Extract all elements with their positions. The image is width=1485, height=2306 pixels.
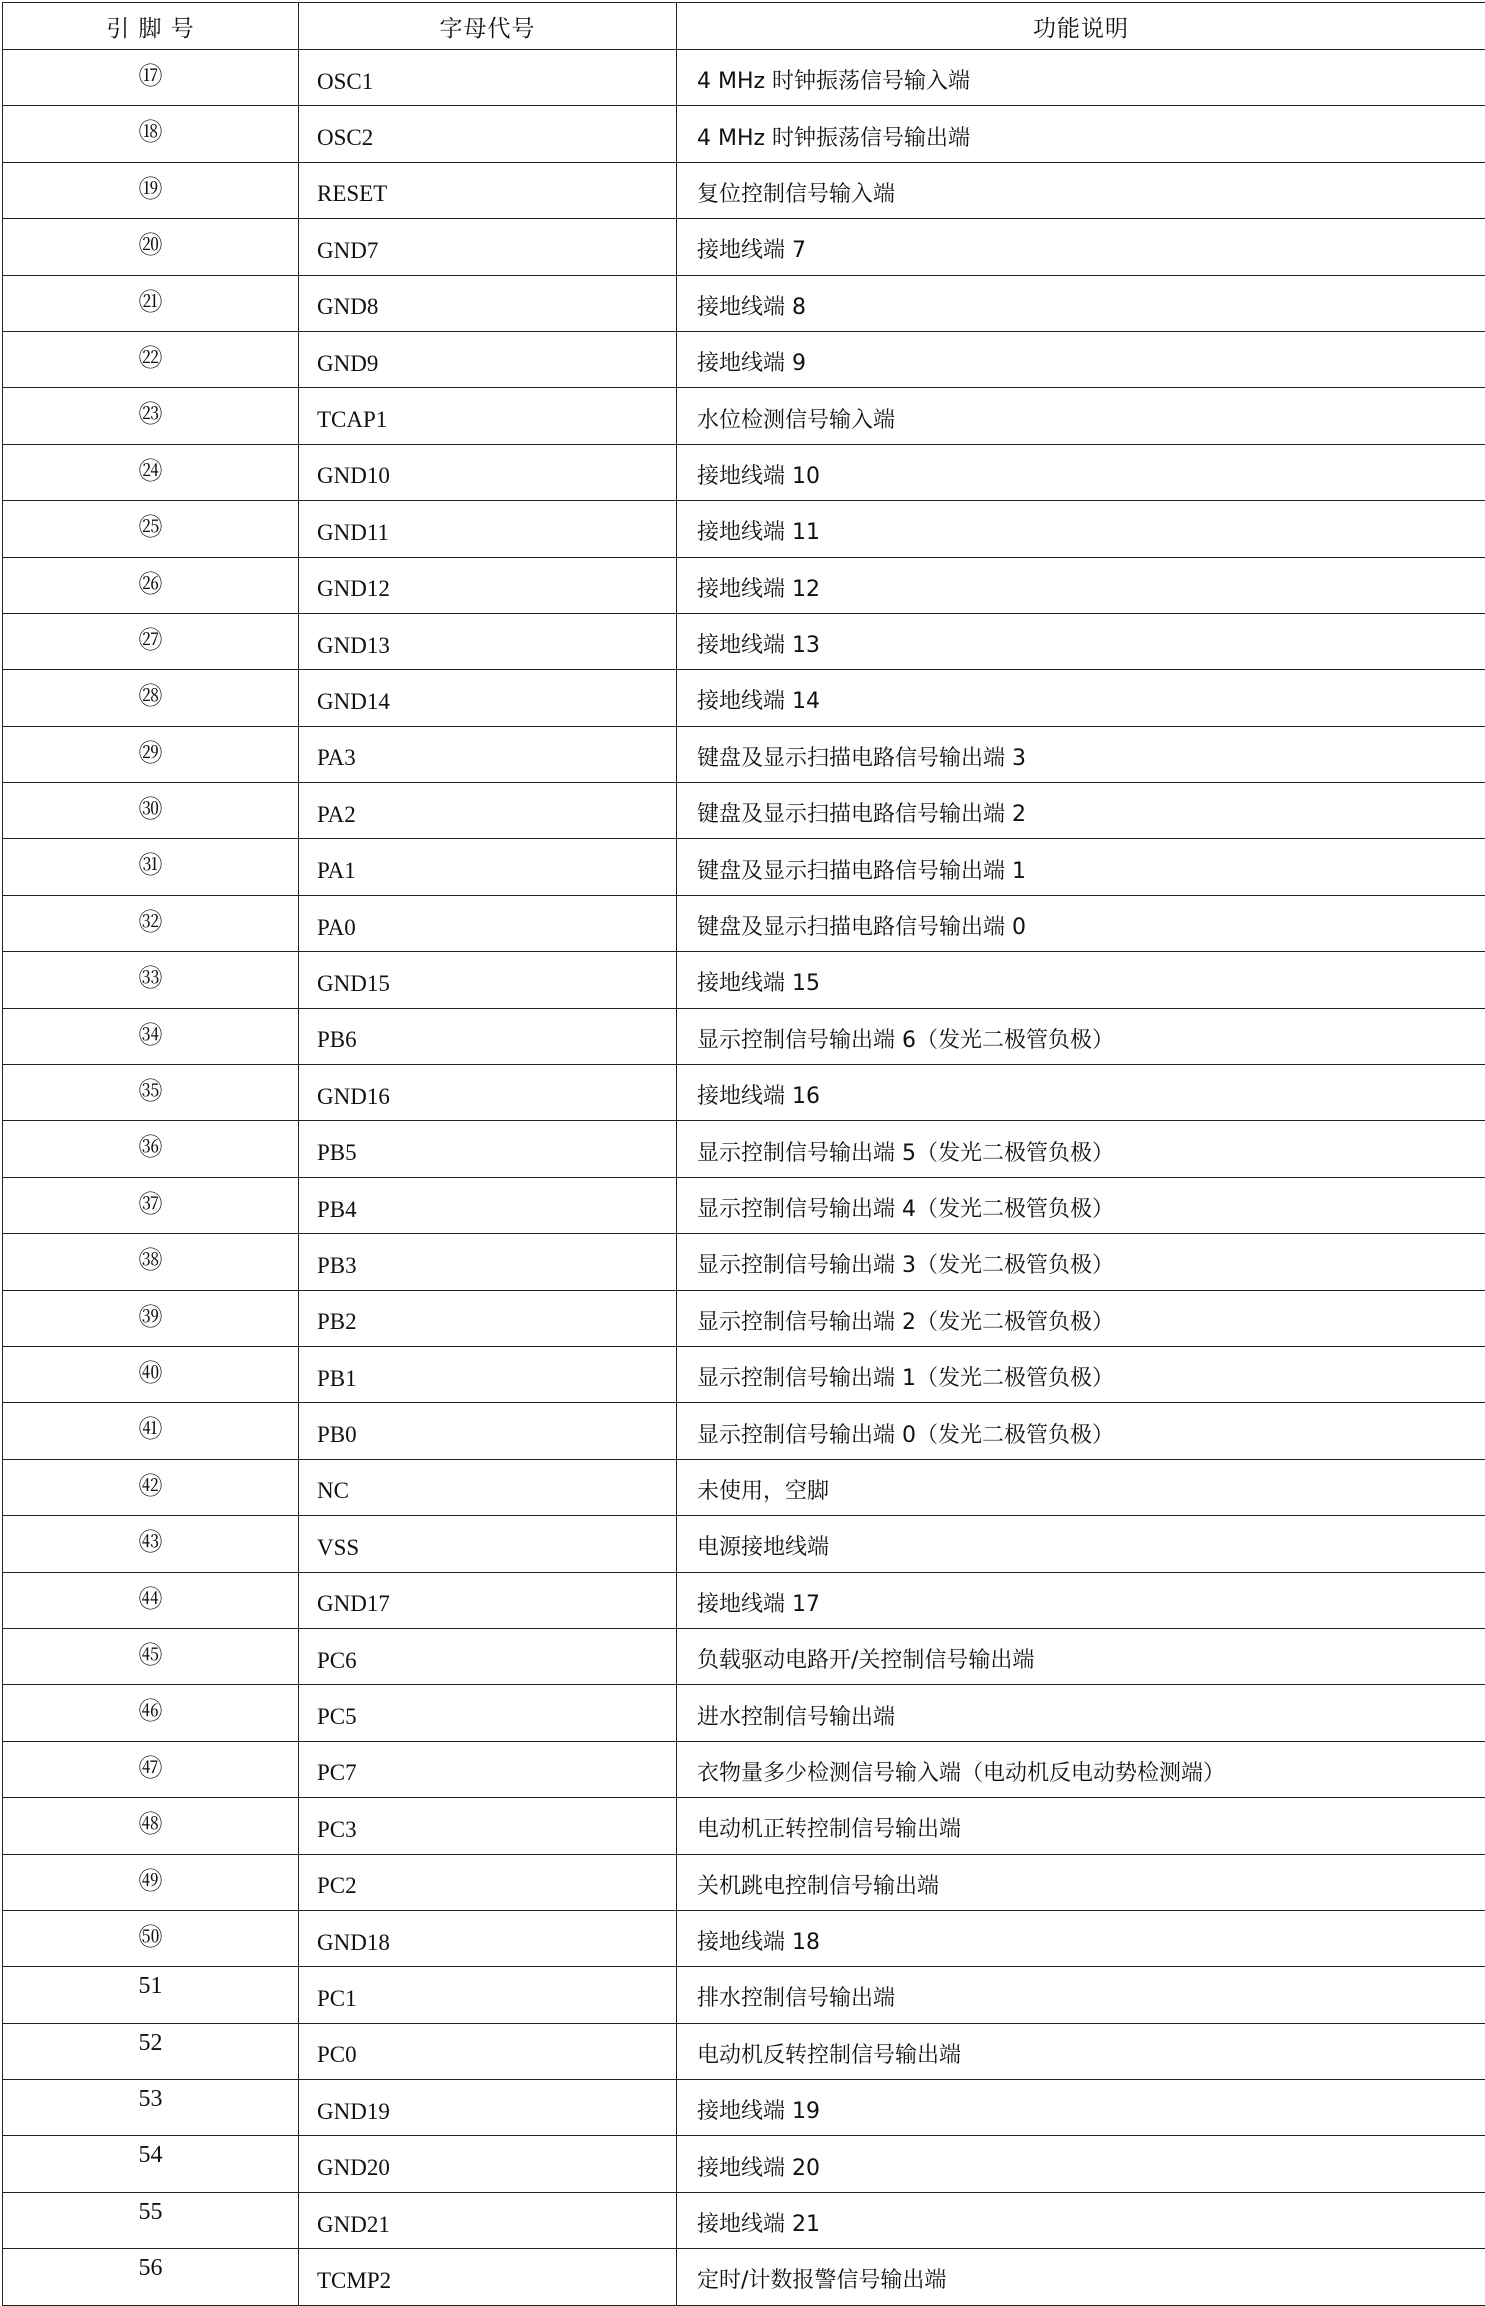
letter-code-cell: GND8 bbox=[299, 275, 677, 331]
table-row bbox=[3, 2023, 1485, 2079]
pin-function-table bbox=[2, 2, 1485, 2306]
pin-number-cell: ㉜ bbox=[3, 895, 299, 951]
table-header bbox=[3, 3, 1485, 50]
pin-number-cell: ⑳ bbox=[3, 219, 299, 275]
letter-code-cell: GND15 bbox=[299, 952, 677, 1008]
function-description-cell: 键盘及显示扫描电路信号输出端 3 bbox=[677, 726, 1485, 782]
function-description-cell: 电动机反转控制信号输出端 bbox=[677, 2023, 1485, 2079]
table-row bbox=[3, 2136, 1485, 2192]
function-description-cell: 显示控制信号输出端 6（发光二极管负极） bbox=[677, 1008, 1485, 1064]
pin-number-cell: ㉞ bbox=[3, 1008, 299, 1064]
letter-code-cell: PC6 bbox=[299, 1628, 677, 1684]
pin-number-cell: ㉛ bbox=[3, 839, 299, 895]
pin-number-cell: ㊶ bbox=[3, 1403, 299, 1459]
letter-code-cell: PB4 bbox=[299, 1177, 677, 1233]
letter-code-cell: VSS bbox=[299, 1516, 677, 1572]
function-description-cell: 接地线端 12 bbox=[677, 557, 1485, 613]
pin-number-cell: ㊹ bbox=[3, 1572, 299, 1628]
pin-number-cell: ㊼ bbox=[3, 1741, 299, 1797]
function-description-cell: 显示控制信号输出端 1（发光二极管负极） bbox=[677, 1346, 1485, 1402]
table-row bbox=[3, 50, 1485, 106]
letter-code-cell: PC5 bbox=[299, 1685, 677, 1741]
table-row bbox=[3, 726, 1485, 782]
letter-code-cell: GND17 bbox=[299, 1572, 677, 1628]
function-description-cell: 键盘及显示扫描电路信号输出端 0 bbox=[677, 895, 1485, 951]
function-description-cell: 接地线端 15 bbox=[677, 952, 1485, 1008]
table-row bbox=[3, 1516, 1485, 1572]
function-description-cell: 显示控制信号输出端 5（发光二极管负极） bbox=[677, 1121, 1485, 1177]
pin-number-cell: ㊷ bbox=[3, 1459, 299, 1515]
letter-code-cell: PC0 bbox=[299, 2023, 677, 2079]
function-description-cell: 接地线端 10 bbox=[677, 444, 1485, 500]
pin-number-cell: ㊿ bbox=[3, 1910, 299, 1966]
pin-number-cell: 54 bbox=[3, 2136, 299, 2192]
table-row bbox=[3, 106, 1485, 162]
table-row bbox=[3, 388, 1485, 444]
function-description-cell: 水位检测信号输入端 bbox=[677, 388, 1485, 444]
letter-code-cell: GND14 bbox=[299, 670, 677, 726]
function-description-cell: 接地线端 21 bbox=[677, 2192, 1485, 2248]
header-row bbox=[3, 3, 1485, 50]
pin-number-cell: ㉔ bbox=[3, 444, 299, 500]
table-row bbox=[3, 1854, 1485, 1910]
letter-code-cell: GND9 bbox=[299, 331, 677, 387]
table-row bbox=[3, 1121, 1485, 1177]
table-row bbox=[3, 1177, 1485, 1233]
letter-code-cell: NC bbox=[299, 1459, 677, 1515]
pin-number-cell: ㊸ bbox=[3, 1516, 299, 1572]
function-description-cell: 接地线端 16 bbox=[677, 1065, 1485, 1121]
table-row bbox=[3, 1685, 1485, 1741]
letter-code-cell: PC1 bbox=[299, 1967, 677, 2023]
function-description-cell: 电动机正转控制信号输出端 bbox=[677, 1798, 1485, 1854]
letter-code-cell: TCAP1 bbox=[299, 388, 677, 444]
letter-code-cell: PB0 bbox=[299, 1403, 677, 1459]
function-description-cell: 接地线端 19 bbox=[677, 2080, 1485, 2136]
pin-number-cell: ㉝ bbox=[3, 952, 299, 1008]
table-row bbox=[3, 1008, 1485, 1064]
pin-number-cell: ㊳ bbox=[3, 1234, 299, 1290]
function-description-cell: 关机跳电控制信号输出端 bbox=[677, 1854, 1485, 1910]
pin-number-cell: ⑱ bbox=[3, 106, 299, 162]
function-description-cell: 接地线端 11 bbox=[677, 501, 1485, 557]
letter-code-cell: RESET bbox=[299, 162, 677, 218]
table-row bbox=[3, 1459, 1485, 1515]
table-row bbox=[3, 557, 1485, 613]
letter-code-cell: GND10 bbox=[299, 444, 677, 500]
function-description-cell: 电源接地线端 bbox=[677, 1516, 1485, 1572]
pin-number-cell: ㉙ bbox=[3, 726, 299, 782]
letter-code-cell: GND13 bbox=[299, 613, 677, 669]
function-description-cell: 复位控制信号输入端 bbox=[677, 162, 1485, 218]
pin-number-cell: ㊾ bbox=[3, 1854, 299, 1910]
function-description-cell: 键盘及显示扫描电路信号输出端 2 bbox=[677, 783, 1485, 839]
letter-code-cell: PB6 bbox=[299, 1008, 677, 1064]
table-row bbox=[3, 275, 1485, 331]
letter-code-cell: PC2 bbox=[299, 1854, 677, 1910]
pin-number-cell: ㊺ bbox=[3, 1628, 299, 1684]
table-row bbox=[3, 1628, 1485, 1684]
table-row bbox=[3, 2080, 1485, 2136]
letter-code-cell: PA1 bbox=[299, 839, 677, 895]
pin-number-cell: ㉗ bbox=[3, 613, 299, 669]
table-row bbox=[3, 331, 1485, 387]
function-description-cell: 接地线端 8 bbox=[677, 275, 1485, 331]
table-row bbox=[3, 2192, 1485, 2248]
letter-code-cell: OSC1 bbox=[299, 50, 677, 106]
table-row bbox=[3, 501, 1485, 557]
table-row bbox=[3, 1346, 1485, 1402]
pin-number-cell: ㉟ bbox=[3, 1065, 299, 1121]
pin-number-cell: ㊲ bbox=[3, 1177, 299, 1233]
table-row bbox=[3, 162, 1485, 218]
pin-number-cell: 56 bbox=[3, 2249, 299, 2305]
letter-code-cell: PA2 bbox=[299, 783, 677, 839]
letter-code-cell: GND18 bbox=[299, 1910, 677, 1966]
pin-number-cell: ⑲ bbox=[3, 162, 299, 218]
table-row bbox=[3, 670, 1485, 726]
table-row bbox=[3, 1741, 1485, 1797]
function-description-cell: 接地线端 20 bbox=[677, 2136, 1485, 2192]
pin-number-cell: ㊴ bbox=[3, 1290, 299, 1346]
function-description-cell: 接地线端 14 bbox=[677, 670, 1485, 726]
table-row bbox=[3, 895, 1485, 951]
table-row bbox=[3, 783, 1485, 839]
pin-number-cell: ㉒ bbox=[3, 331, 299, 387]
pin-number-cell: 52 bbox=[3, 2023, 299, 2079]
pin-number-cell: ㉓ bbox=[3, 388, 299, 444]
pin-number-cell: ㉘ bbox=[3, 670, 299, 726]
function-description-cell: 键盘及显示扫描电路信号输出端 1 bbox=[677, 839, 1485, 895]
function-description-cell: 接地线端 13 bbox=[677, 613, 1485, 669]
header-letter-code: 字母代号 bbox=[299, 3, 677, 50]
letter-code-cell: PC7 bbox=[299, 1741, 677, 1797]
function-description-cell: 接地线端 9 bbox=[677, 331, 1485, 387]
function-description-cell: 未使用，空脚 bbox=[677, 1459, 1485, 1515]
table-row bbox=[3, 613, 1485, 669]
function-description-cell: 显示控制信号输出端 3（发光二极管负极） bbox=[677, 1234, 1485, 1290]
pin-number-cell: ⑰ bbox=[3, 50, 299, 106]
function-description-cell: 进水控制信号输出端 bbox=[677, 1685, 1485, 1741]
function-description-cell: 显示控制信号输出端 2（发光二极管负极） bbox=[677, 1290, 1485, 1346]
table-row bbox=[3, 1572, 1485, 1628]
pin-number-cell: ㉚ bbox=[3, 783, 299, 839]
letter-code-cell: GND11 bbox=[299, 501, 677, 557]
function-description-cell: 显示控制信号输出端 4（发光二极管负极） bbox=[677, 1177, 1485, 1233]
function-description-cell: 定时/计数报警信号输出端 bbox=[677, 2249, 1485, 2305]
letter-code-cell: TCMP2 bbox=[299, 2249, 677, 2305]
table-row bbox=[3, 444, 1485, 500]
header-function-description: 功能说明 bbox=[677, 3, 1485, 50]
letter-code-cell: GND7 bbox=[299, 219, 677, 275]
function-description-cell: 接地线端 7 bbox=[677, 219, 1485, 275]
pin-number-cell: ㊱ bbox=[3, 1121, 299, 1177]
table-row bbox=[3, 1234, 1485, 1290]
function-description-cell: 接地线端 17 bbox=[677, 1572, 1485, 1628]
pin-number-cell: 53 bbox=[3, 2080, 299, 2136]
letter-code-cell: PA0 bbox=[299, 895, 677, 951]
letter-code-cell: PB3 bbox=[299, 1234, 677, 1290]
letter-code-cell: GND12 bbox=[299, 557, 677, 613]
pin-number-cell: ㊵ bbox=[3, 1346, 299, 1402]
table-row bbox=[3, 1290, 1485, 1346]
function-description-cell: 负载驱动电路开/关控制信号输出端 bbox=[677, 1628, 1485, 1684]
function-description-cell: 4 MHz 时钟振荡信号输入端 bbox=[677, 50, 1485, 106]
letter-code-cell: OSC2 bbox=[299, 106, 677, 162]
table-row bbox=[3, 1798, 1485, 1854]
header-pin-number: 引 脚 号 bbox=[3, 3, 299, 50]
letter-code-cell: GND19 bbox=[299, 2080, 677, 2136]
pin-number-cell: ㉖ bbox=[3, 557, 299, 613]
pin-number-cell: 51 bbox=[3, 1967, 299, 2023]
function-description-cell: 显示控制信号输出端 0（发光二极管负极） bbox=[677, 1403, 1485, 1459]
letter-code-cell: GND16 bbox=[299, 1065, 677, 1121]
pin-number-cell: ㉑ bbox=[3, 275, 299, 331]
function-description-cell: 4 MHz 时钟振荡信号输出端 bbox=[677, 106, 1485, 162]
table-row bbox=[3, 219, 1485, 275]
table-row bbox=[3, 1967, 1485, 2023]
letter-code-cell: GND21 bbox=[299, 2192, 677, 2248]
table-row bbox=[3, 2249, 1485, 2305]
letter-code-cell: PA3 bbox=[299, 726, 677, 782]
function-description-cell: 衣物量多少检测信号输入端（电动机反电动势检测端） bbox=[677, 1741, 1485, 1797]
letter-code-cell: PB5 bbox=[299, 1121, 677, 1177]
table-row bbox=[3, 839, 1485, 895]
letter-code-cell: PB1 bbox=[299, 1346, 677, 1402]
pin-number-cell: ㊻ bbox=[3, 1685, 299, 1741]
letter-code-cell: GND20 bbox=[299, 2136, 677, 2192]
table-row bbox=[3, 1065, 1485, 1121]
pin-number-cell: 55 bbox=[3, 2192, 299, 2248]
letter-code-cell: PB2 bbox=[299, 1290, 677, 1346]
function-description-cell: 接地线端 18 bbox=[677, 1910, 1485, 1966]
letter-code-cell: PC3 bbox=[299, 1798, 677, 1854]
pin-number-cell: ㉕ bbox=[3, 501, 299, 557]
pin-number-cell: ㊽ bbox=[3, 1798, 299, 1854]
table-row bbox=[3, 952, 1485, 1008]
function-description-cell: 排水控制信号输出端 bbox=[677, 1967, 1485, 2023]
table-row bbox=[3, 1910, 1485, 1966]
table-row bbox=[3, 1403, 1485, 1459]
table-body bbox=[3, 50, 1485, 2306]
